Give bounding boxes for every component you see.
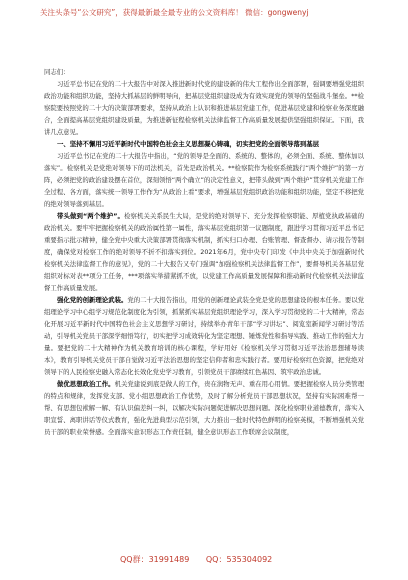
paragraph-1: 习近平总书记在党的二十大报告中指出，“党的领导是全面的、系统的、整体的，必须全面、系统、整体加以落实”。检察机关是党绝对领导下的司法机关，首先是政治机关。**检察院作为检察系统践行“两个维护”的第一方阵，必须把党的政治建设摆在首位，深刻领悟“两个确立”的决定性意义，把带头做到“两个维护”贯穿机关党建工作全过程、各方面，落实统一领导工作作为“从政治上看”要求，增强基层党组织政治功能和组织功能，坚定不移把党的绝对领导落到基层。 [44,152,364,208]
paragraph-2-lead: 带头做到“两个维护”。 [57,212,124,220]
paragraph-4 [44,378,364,438]
paragraph-2-text: 检察机关关系民生大局，是党的绝对领导下、充分发挥检察职能、厚植党执政基础的政治机关。要牢牢把握检察机关的政治属性第一属性，落实基层党组织第一议题制度，跟进学习贯彻习近平总书记重要指示批示精神，健全党中央重大决策部署贯彻落实机制，抓实归口办理、台账管理、督查督办、请示报告等制度，确保党对检察工作的绝对领导不折不扣落实到位。2021年6月，党中央专门印发《中共中央关于加强新时代检察机关法律监督工作的意见》，党的二十大报告又专门强调“加强检察机关法律监督工作”，要督导机关各基层党组织对标对表**项分工任务，***项落实举措紧抓不放，以党建工作高质量发展保障和推动新时代检察机关法律监督工作高质量发展。 [44,212,364,292]
paragraph-4-text: 机关党建说到底是做人的工作，贵在润物无声、重在用心用情。要把握检察人员分类管理的特点和规律，发挥党支部、党小组思想政治工作优势，及时了解分析党员干部思想状况，坚持有实际困难帮一帮、有思想包袱解一解、有认识偏差纠一纠，以解决实际问题促进解决思想问题。深化检察职业道德教育，落实入职宣誓、离职讲话等仪式教育，强化先进典型示范引领，大力推出一批时代特色鲜明的检察英模，不断增强机关党员干部的职业荣誉感。全面落实意识形态工作责任制，健全意识形态工作联席会议制度， [44,380,364,436]
document-body [44,66,364,546]
qq-number: QQ：535304092 [205,555,273,564]
section-heading: 一、坚持不懈用习近平新时代中国特色社会主义思想凝心铸魂，切实把党的全面领导落到基层 [57,140,320,148]
qq-group: QQ群：31991489 [120,555,190,564]
paragraph-2 [44,210,364,294]
paragraph-3-lead: 强化党的创新理论武装。 [57,296,128,304]
paragraph-3-text: 党的二十大报告指出，用党的创新理论武装全党是党的思想建设的根本任务。要以党组理论学习中心组学习规范化制度化为引领，抓紧抓实基层党组织理论学习，深入学习贯彻党的二十大精神，常态化开展习近平新时代中国特色社会主义思想学习研讨，持续举办青年干部“学习讲坛”、阅览室新闻学习研讨等活动，引导机关党员干部深学细悟笃行，切实把学习成效转化为坚定理想、锤炼党性和指导实践、推动工作的强大力量。要把党的二十大精神作为机关教育培训的核心课程，学好用好《检察机关学习贯彻习近平法治思想辅导读本》，教育引导机关党员干部自觉做习近平法治思想的坚定信仰者和忠实践行者。要用好检察红色资源，把党绝对领导下的人民检察史融入常态化长效化党史学习教育，引领党员干部赓续红色基因、筑牢政治忠诚。 [44,296,364,376]
salutation: 同志们： [44,68,70,76]
paragraph-4-lead: 做优思想政治工作。 [57,380,115,388]
paragraph-3 [44,294,364,378]
promo-banner: 关注头条号“公文研究”，获得最新最全最专业的公文资料库！ 微信：gongwenyj [40,6,370,20]
intro-paragraph: 习近平总书记在党的二十大报告中对深入推进新时代党的建设新的伟大工程作出全面部署，强调要增强党组织政治功能和组织功能，坚持大抓基层的鲜明导向，把基层党组织建设成为有效实现党的领导的坚强战斗堡垒。**检察院要按照党的二十大的决策部署要求，坚持从政治上认识和推进基层党建工作，促进基层党建和检察业务深度融合，全面提高基层党组织建设质量，为推进新征程检察机关法律监督工作高质量发展提供坚强组织保证。下面，我讲几点意见。 [44,80,364,136]
contact-footer [120,553,360,567]
